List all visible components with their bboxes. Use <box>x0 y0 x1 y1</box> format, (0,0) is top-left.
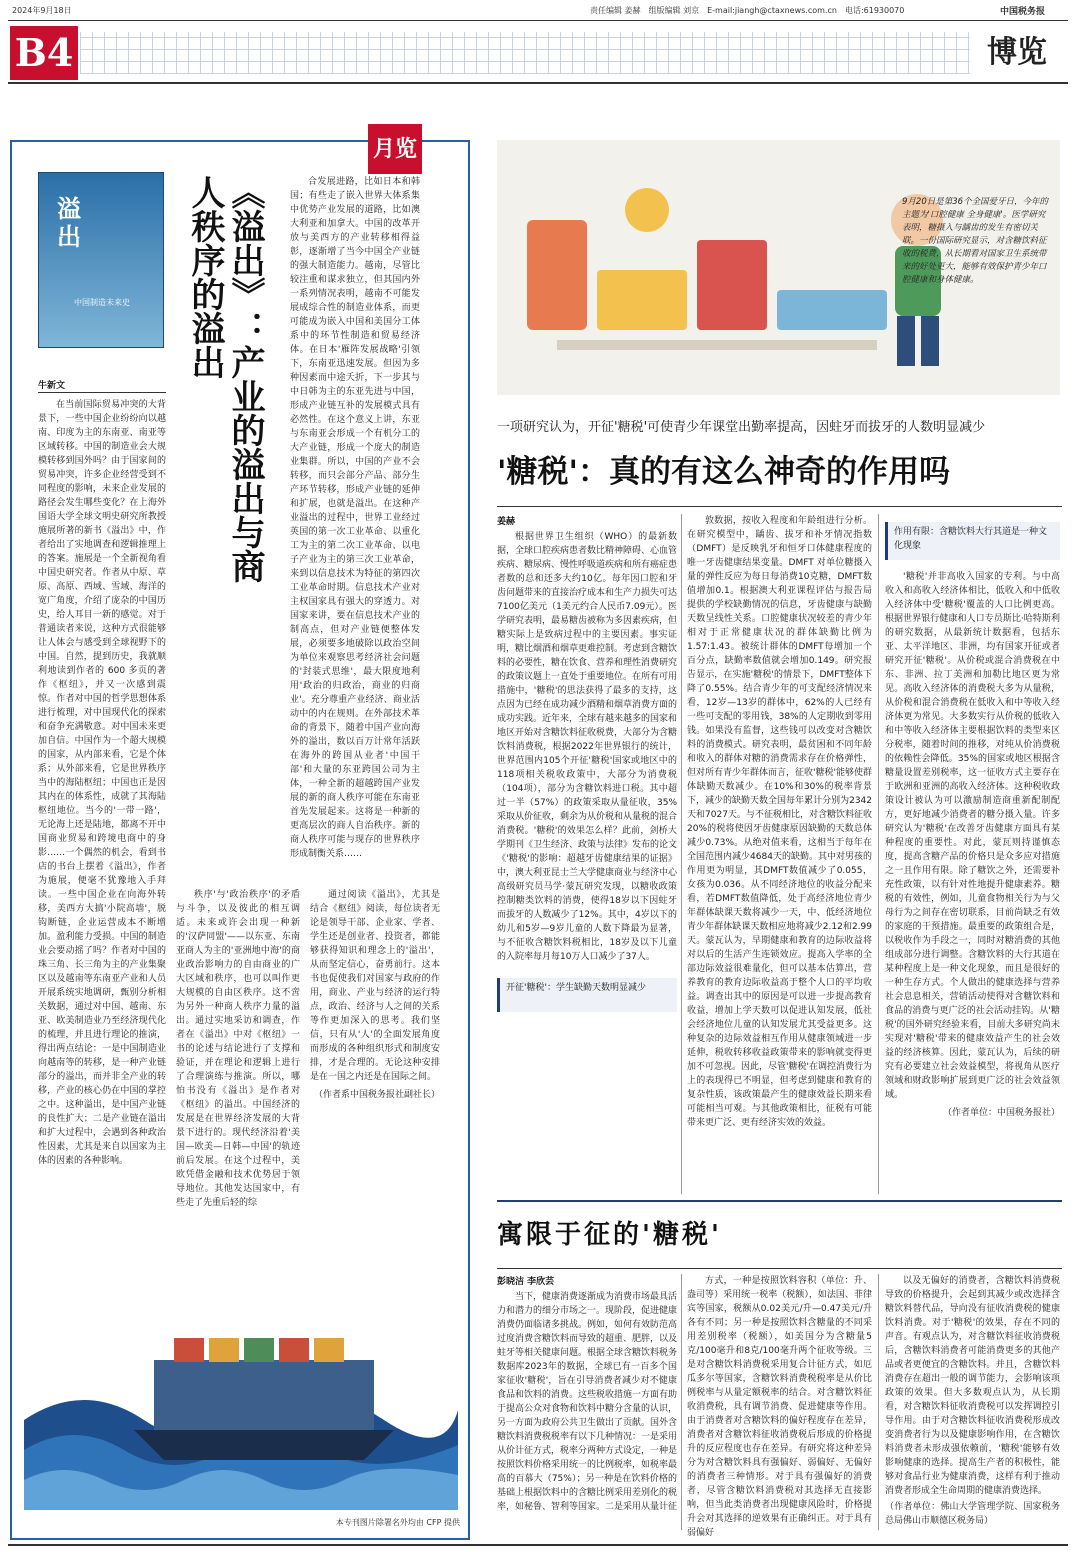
header-paper-name: 中国税务报 <box>1000 7 1046 17</box>
header-bottom-rule <box>8 82 1068 84</box>
left-author-rule <box>38 392 166 393</box>
header-date: 2024年9月18日 <box>12 6 72 15</box>
right-top-title-rule <box>497 506 1062 507</box>
right-col-divider-1 <box>681 514 682 1194</box>
right-bottom-authors: 彭晓洁 李欣芸 <box>497 1277 555 1287</box>
right-top-author: 姜赫 <box>497 517 516 527</box>
left-col4: 通过阅读《溢出》，尤其是结合《枢纽》阅读，每位读者无论是领导干部、企业家、学者、学生还是创业者、投资者，都能够获得知识和理念上的'溢出'，从而坚定信心，奋勇前行。这本书也促使我们对国家与政府的作用，商业、产业与经济的运行特点，政治、经济与人之间的关系等作更加深入的思考。我们坚信，只有从'人'的全面发展角度而形成的各种组织形式和制度安排，才是合理的。无论这种安排是在一国之内还是在国际之间。 （作者系中国税务报社副社长） <box>310 890 440 1100</box>
left-article-title: 《溢出》：产业的溢出与商人秩序的溢出 <box>185 175 265 583</box>
right-bottom-col3: 以及无偏好的消费者，含糖饮料消费税导致的价格提升，会起到其减少或改选择含糖饮料替代品，导向没有征收消费税的健康饮料消费。对于'糖税'的效果，存在不同的声音。有观点认为，对含糖饮料征收消费税后，含糖饮料消费者可能消费更多的其他产品或者更便宜的含糖饮料。并且，含糖饮料消费存在超出一般的调节能力，会影响该项政策的效果。但大多数观点认为，从长期看，对含糖饮料征收消费税可以发挥调控引导作用。由于对含糖饮料征收消费税形成改变消费者行为以及健康影响作用，在含糖饮料消费者未形成强依赖前，'糖税'能够有效影响健康的选择。提高生产者的积极性，能够对食品行业为健康消费，这样有利于推动消费者形成全生命周期的健康消费选择。 （作者单位：佛山大学管理学院、国家税务总局佛山市顺德区税务局） <box>885 1276 1060 1526</box>
ship-illustration <box>24 1300 458 1510</box>
right-bottom-author-note: （作者单位：佛山大学管理学院、国家税务总局佛山市顺德区税务局） <box>885 1502 1060 1526</box>
right-top-col3-intro: 作用有限：含糖饮料大行其道是一种文化现象 <box>885 522 1060 560</box>
right-top-col3: '糖税'并非高收入国家的专利。与中高收入和高收入经济体相比，低收入和中低收入经济体中受'糖税'覆盖的人口比例更高。根据世界银行健康和人口专员斯比·哈特斯利的研究数据，从最新统计数据看，包括东亚、太平洋地区、非洲，均有国家开征或者研究开征'糖税'。从价税或混合消费税在中东、非洲、拉丁美洲和加勒比地区更为常见。高收入经济体的消费税大多为从量税，从价税和混合消费税在低收入和中等收入经济体更为常见。大多数实行从价税的低收入和中等收入经济体主要根据饮料的类型来区分税率，随着时间的推移，对纯从价消费税的依赖性会降低。35%的国家或地区根据含糖量设置差别税率，这一征收方式主要存在于欧洲和亚洲的高收入经济体。这种税收政策设计被认为可以激励制造商重新配制配方，更好地减少消费者的糖分摄入量。许多研究认为'糖税'在改善牙齿健康方面具有某种程度的重要性。对此，蒙瓦则持谨慎态度，提高含糖产品的价格只是众多应对措施之一且作用有限。除了糖饮之外，还需要补充性政策，以有针对性地提升健康素养。糖税的有效性，例如，儿童食物相关行为与父母行为之间存在密切联系，目前尚缺乏有效的家庭的干预措施。最重要的政策组合是，以税收作为手段之一，同时对糖消费的其他组成部分进行调整。含糖饮料的大行其道在某种程度上是一种文化现象，而且是很好的一种生存方式。个人做出的健康选择与营养社会息息相关，营销活动使得对含糖饮料和食品的消费与更广泛的社会活动挂钩。从'糖税'的国外研究经验来看，目前大多研究尚未实现对'糖税'带来的健康效益产生的社会效益的经济核算。因此，蒙瓦认为，后续的研究有必要建立社会效益模型，将视角从医疗领域和财政影响扩展到更广泛的社会效益领域。 （作者单位：中国税务报社） <box>885 572 1060 1118</box>
header-pattern-band <box>80 32 970 74</box>
left-col2: 合发展进路，比如日本和韩国；有些走了嵌入世界大体系集中优势产业发展的道路，比如澳大利亚和加拿大。中国的改革开放与美西方的产业转移相得益彰，逐渐增了当今中国全产业链的强大制造能力。越南，尽管比较注重和谋求独立，但其国内外一系列情况表明，越南不可能发展成综合性的制造业体系，而更可能成为嵌入中国和美国分工体系中的环节性制造和贸易经济体。在日本'雁阵发展战略'引领下，东南亚迅速发展。但因为多种因素而中途夭折，下一步其与中日韩为主的东亚先进与中国，形成产业链互补的发展模式具有必然性。在这个意义上讲，东亚与东南亚会形成一个有机分工的大产业链，形成一个庞大的制造业集群。所以，中国的产业不会转移，而只会部分产品、部分生产环节转移，形成产业链的延伸和扩展，也就是溢出。在这种产业溢出的过程中，世界工业经过英国的第一次工业革命、以重化工为主的第二次工业革命、以电子产业为主的第三次工业革命，来到以信息技术为特征的第四次工业革命时期。信息技术产业对主权国家具有强大的穿透力。对国家来讲，要在信息技术产业的制高点，但对产业链便整体发展，必须要多地破除以政治空间为单位来观察思考经济社会问题的'封装式思维'，最大限度地利用'政治的归政治，商业的归商业'。充分尊重产业经济、商业活动中的内在规则。在外部技术革命的背景下，随着中国产业向海外的溢出，数以百万计常年活跃在海外的跨国从业者'中国干部'和大量的东亚跨国公司为主体，一种全新的超越跨国产业发展的新的商人秩序可能在东南亚首先发展起来。这将是一种新的更高层次的商人自治秩序。新的商人秩序可能与现存的世界秩序形成制衡关系…… <box>290 177 420 859</box>
right-bottom-title-rule <box>497 1268 1062 1269</box>
section-title: 博览 <box>972 28 1062 78</box>
book-cover <box>38 172 164 348</box>
right-mid-rule <box>497 1200 1062 1202</box>
book-cover-title: 溢出 <box>57 194 81 251</box>
right-top-col3-author: （作者单位：中国税务报社） <box>942 1108 1060 1118</box>
left-col1: 在当前国际贸易冲突的大背景下，一些中国企业纷纷向以越南、印度为主的东南亚、南亚等区域转移。中国的制造业会大规模转移到国外吗？由于国家间的贸易冲突，许多企业经营受到不同程度的影响，未来企业发展的路径会发生哪些变化？在上海外国语大学全球文明史研究所教授施展所著的新书《溢出》中，作者给出了实地调查和逻辑推理上的答案。施展是一个全新视角看中国史研究者。作者从中原、草原、高原、西域、雪域、海洋的宽广角度，介绍了庞杂的中国历史，给人耳目一新的感觉。对于普通读者来说，这种方式很能够让人体会与感受到全球视野下的中国。自然，提到历史，我就顺利地读到作者的 600 多页的著作《枢纽》，并又一次感到震惊。作者对中国的哲学思想体系进行梳理，对中国现代化的探索和奋争充满敬意。对中国未来更加自信。中国作为一个超大规模的国家，从内部来看，它是个体系；从外部来看，它是世界秩序当中的海陆枢纽；中国也正是因其内在的体系性，成就了其海陆枢纽地位。当今的'一带一路'，无论海上还是陆地，都离不开中国商业贸易和跨境电商中的身影……一个偶然的机会，看到书店的书台上摆着《溢出》，作者为施展，便毫不犹豫地入手拜读。一些中国企业在向海外转移，美西方大搞'小院高墙'，脱钩断链，企业运营成本不断增加。盈利能力受损。中国的制造业会要动摇了吗？作者对中国的珠三角、长三角为主的产业集聚区以及越南等东南亚产业和人员开展系统实地调研，甄别分析相关数据，通过对中国、越南、东亚、欧美制造业乃至经济现代化的梳理，并且进行理论的推演，得出两点结论：一是中国制造业向越南等的转移，是一种产业链部分的溢出，而并非全产业的转移，产业的核心仍在中国的掌控之中。这种溢出，是中国产业链的良性扩大；二是产业链在溢出和扩大过程中，会遇到各种政治性因素，尤其是来自以国家为主体的因素的各种影响。 <box>38 400 166 1166</box>
header-editors: 责任编辑 姜赫 组版编辑 刘京 E-mail:jiangh@ctaxnews.com.cn 电话:61930070 <box>590 6 905 15</box>
right-bottom-divider-2 <box>878 1274 879 1530</box>
page-code: B4 <box>10 26 78 80</box>
header-rule <box>8 20 1068 21</box>
left-author-note: （作者系中国税务报社副社长） <box>313 1090 440 1100</box>
right-top-col2: 敦数据，按收入程度和年龄组进行分析。在研究模型中，龋齿、拔牙和补牙情况指数（DMFT）是反映乳牙和恒牙口体健康程度的唯一牙齿健康结果变量。DMFT 对单位糖摄入量的弹性反应为每日每消费10克糖，DMFT数值增加0.1。根据澳大利亚课程评估与报告局提供的学校缺勤情况的信息，牙齿健康与缺勤天数呈线性关系。口腔健康状况较差的青少年相对于正常健康状况的群体缺勤比例为1.57:1.43。被统计群体的DMFT每增加一个百分点，缺勤率数值就会增加0.149。研究报告显示，在实施'糖税'的情景下，DMFT整体下降了0.55%。结合青少年的可支配经济情况来看，12岁—13岁的群体中，62%的人已经有一些可支配的零用钱，38%的人定期收到零用钱。如果没有监督，这些钱可以改变对含糖饮料的消费模式。研究表明，最贫困和不同年龄和收入的群体对糖的消费需求存在价格弹性，但对所有青少年群体而言，征收'糖税'能够使群体缺勤天数减少。在10%和30%的税率背景下，减少的缺勤天数全国每年累计分别为2342天和7027天。与不征税相比，对含糖饮料征收20%的税将使因牙齿健康原因缺勤的天数总体减少0.73%。从绝对值来看，这相当于每年在全国范围内减少4684天的缺勤。其中对男孩的作用更为明显，其DMFT数值减少了0.055，女孩为0.036。从不同经济地位的收益分配来看，若DMFT数值降低，处于高经济地位青少年群体缺课天数将减少一天，中、低经济地位青少年群体缺课天数相应地将减少2.12和2.99天。蒙瓦认为，早期健康和教育的边际收益将对以后的生活产生连锁效应。提高入学率的全部边际效益很难量化，但可以基本估算出，营养教育的教育边际收益高于整个人口的平均收益。调查出其中的原因是可以进一步提高教育收益，增加上学天数可以促进认知发展，低社会经济地位儿童的认知发展尤其受益更多。这种复杂的边际效益相互作用从健康领域进一步延伸，税收转移收益政策带来的影响就变得更加不可忽视。因此，尽管'糖税'在调控消费行为上的表现得已不明显，但考虑到健康和教育的复杂性质，该政策最产生的健康效益长期来看可能相当可观。与其他政策相比，征税有可能带来更广泛、更有经济实效的效益。 <box>687 516 872 1128</box>
right-top-title: '糖税'：真的有这么神奇的作用吗 <box>497 454 950 490</box>
column-tag-badge: 月览 <box>368 124 422 174</box>
right-bottom-col2: 方式，一种是按照饮料容积（单位：升、盎司等）采用统一税率（税额），如法国、菲律宾等国家，税额从0.02美元/升—0.47美元/升各有不同；另一种是按照饮料含糖量的不同采用差别税率（税额），如美国分为含糖量5克/100毫升和8克/100毫升两个征收等级。三是对含糖饮料消费税采用复合计征方式，如厄瓜多尔等国家，含糖饮料消费税税率是从价比例税率与从量定额税率的结合。对含糖饮料征收消费税，具有调节消费、促进健康等作用。由于消费者对含糖饮料的偏好程度存在差异，消费者对含糖饮料征收消费税后形成的价格提升的反应程度也存在差异。有研究将这种差异分为对含糖饮料具有强偏好、弱偏好、无偏好的消费者三种情形。对于具有强偏好的消费者，尽管含糖饮料消费税对其选择无直接影响，但当此类消费者出现健康风险时，价格提升会对其选择的逆效果有正确纠正。对于具有弱偏好 <box>687 1276 872 1538</box>
photo-caption: 9月20日是第36个全国爱牙日，今年的主题为'口腔健康 全身健康'。医学研究表明，糖摄入与龋齿的发生有密切关联。一份国际研究显示，对含糖饮料征收的税费，从长期看对国家卫生系统带来的好处更大，能够有效保护青少年口腔健康和身体健康。 <box>902 197 1049 285</box>
left-author: 牛新文 <box>38 381 66 391</box>
right-top-col1: 根据世界卫生组织（WHO）的最新数据，全球口腔疾病患者数比精神障碍、心血管疾病、糖尿病、慢性呼吸道疾病和所有癌症患者数的总和还多大约10亿。每年因口腔和牙齿问题带来的直接治疗成本和生产力损失可达7100亿美元（1美元约合人民币7.09元）。医学研究表明，最易糖齿被称为多因素疾病，但糖实际上是致病过程中的主要因素。事实证明，糖比烟酒和烟草更难控制。考虑到含糖饮料的必要性，糖在饮食、营养和理性消费研究的政策议题上一直处于重要地位。在所有可用措施中，'糖税'的思法获得了最多的支持，这点因为已经在成功减少酒精和烟草消费方面的成功实践。近年来，全球有越来越多的国家和地区开始对含糖饮料征收税费，大部分为含糖饮料消费税，根据2022年世界银行的统计，世界范围内105个开征'糖税'国家或地区中的118项相关税收政策中，大部分为消费税（104项），部分为含糖饮料进口税。其中超过一半（57%）的政策采取从量征收，35%采取从价征收，剩余为从价税和从量税的混合消费税。'糖税'的效果怎么样？此前，剑桥大学期刊《卫生经济、政策与法律》发布的论文《'糖税'的影响：超越牙齿健康结果的证据》中，澳大利亚昆士兰大学健康商业与经济中心高级研究员马学·蒙瓦研究发现，以糖收政策控制糖类饮料的消费，使得18岁以下因蛀牙而拔牙的人数减少了12%。其中，4岁以下的幼儿和5岁—9岁儿童的人数下降最为显著，与不征收含糖饮料税相比，18岁及以下儿童的入院率每月每10万人口减少了37人。 <box>497 532 678 962</box>
right-top-subtitle: 一项研究认为，开征'糖税'可使青少年课堂出勤率提高，因蛀牙而拔牙的人数明显减少 <box>497 420 986 435</box>
right-col-divider-2 <box>878 514 879 1194</box>
book-cover-subtitle: 中国制造未来史 <box>74 298 130 307</box>
right-bottom-col1: 当下，健康消费逐渐成为消费市场最具活力和潜力的细分市场之一。现阶段，促进健康消费仍面临诸多挑战。例如，如何有效防范高过度消费含糖饮料而导致的超重、肥胖，以及蛀牙等相关健康问题。根据全球含糖饮料税务数据库2023年的数据，全球已有一百多个国家征收'糖税'，旨在引导消费者减少对不健康食品和饮料的消费。这些税收措施一方面有助于提高公众对食物和饮料中糖分含量的认识，另一方面为政府公共卫生做出了贡献。国外含糖饮料消费税税率有以下几种情况：一是采用从价计征方式，税率分两种方式设定，一种是按照饮料价格采用统一的比例税率，如税率最高的百慕大（75%）；另一种是在饮料价格的基础上根据饮料中的含糖比例采用差别化的税率，如秘鲁、智利等国家。二是采用从量计征 <box>497 1292 678 1512</box>
footer-rule <box>8 1544 1068 1546</box>
right-bottom-title: 寓限于征的'糖税' <box>497 1220 722 1250</box>
photo-credit: 本专刊图片除署名外均由 CFP 提供 <box>335 1518 460 1527</box>
right-bottom-divider-1 <box>681 1274 682 1530</box>
left-col3: 秩序'与'政治秩序'的矛盾与斗争，以及彼此的相互调适。未来或许会出现一种新的'汉萨同盟'——以东亚、东南亚商人为主的'亚洲地中海'的商业政治影响力的自由商业的广大区域和秩序，也可以叫作更大规模的自由区秩序。这不啻为另外一种商人秩序力量的溢出。通过实地采访和调查，作者在《溢出》中对《枢纽》一书的论述与结论进行了支撑和验证，并在理论和逻辑上进行了合理演练与推演。所以，哪怕书没有《溢出》是作者对《枢纽》的溢出。中国经济的发展是在世界经济发展的大背景下进行的。现代经济沿着'美国—欧美—日韩—中国'的轨迹前后发展。在这个过程中，美欧凭借金融和技术优势居于领导地位。其他发达国家中，有些走了先重后轻的综 <box>176 890 300 1208</box>
quote-box: 开征'糖税'：学生缺勤天数明显减少 <box>497 978 677 1012</box>
